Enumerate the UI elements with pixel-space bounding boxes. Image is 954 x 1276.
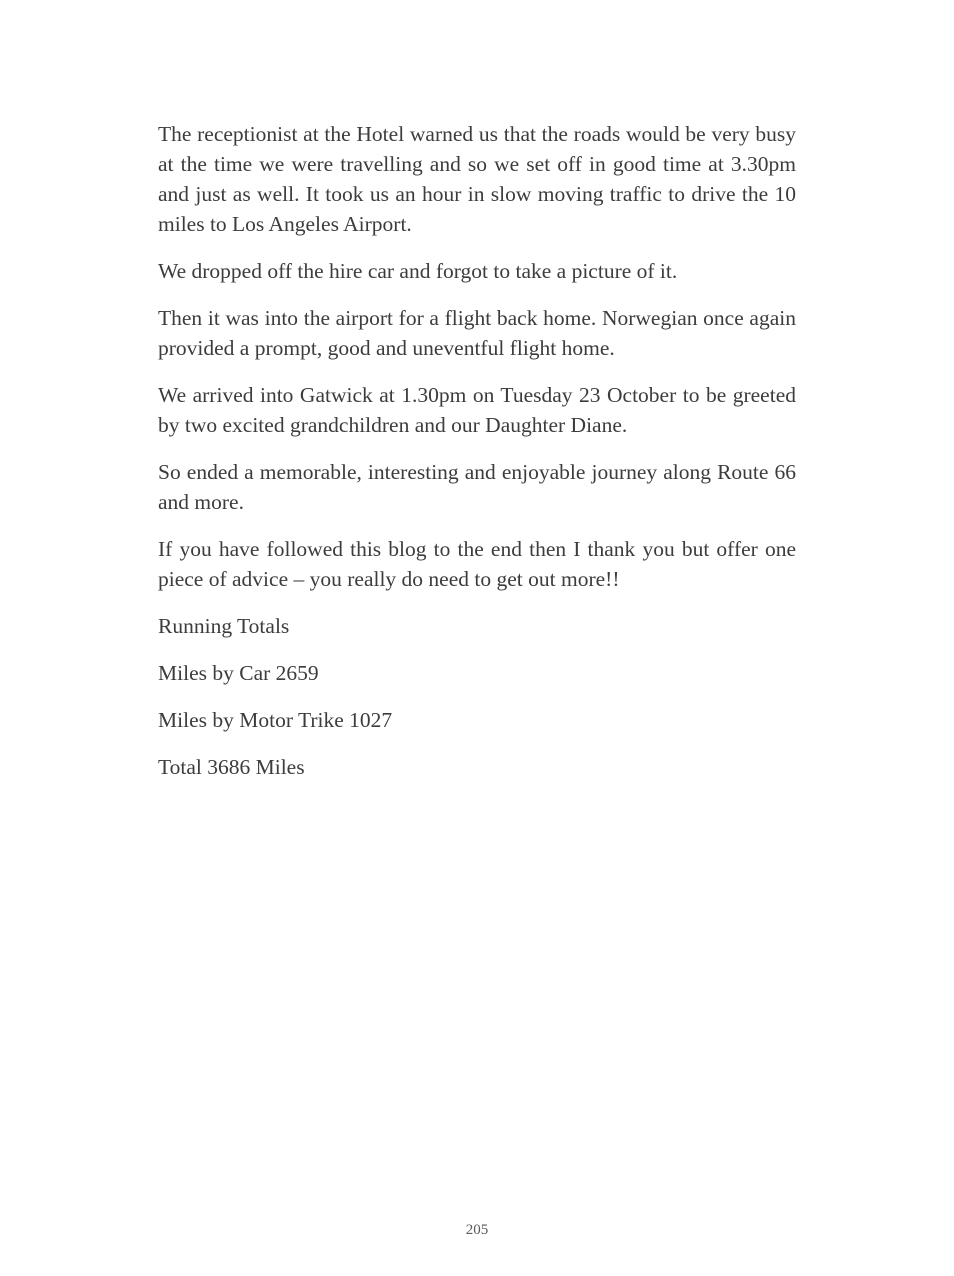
- paragraph-advice: If you have followed this blog to the end then I thank you but offer one piece of advice – you really do need to get out more!!: [158, 537, 796, 591]
- total-miles: Total 3686 Miles: [158, 755, 305, 779]
- paragraph-hire-car: We dropped off the hire car and forgot to take a picture of it.: [158, 259, 678, 283]
- page-number: 205: [465, 1222, 489, 1238]
- paragraph-airport-drive: The receptionist at the Hotel warned us that the roads would be very busy at the time we were travelling and so we set off in good time at 3.30pm and just as well. It took us an hour in slow moving traffic to drive the 10 miles to Los Angeles Airport.: [158, 122, 796, 236]
- miles-by-car: Miles by Car 2659: [158, 661, 319, 685]
- paragraph-arrival: We arrived into Gatwick at 1.30pm on Tuesday 23 October to be greeted by two excited grandchildren and our Daughter Diane.: [158, 383, 796, 437]
- page-body: [158, 119, 796, 799]
- miles-by-trike: Miles by Motor Trike 1027: [158, 708, 393, 732]
- running-totals-heading: Running Totals: [158, 614, 290, 638]
- paragraph-flight-home: Then it was into the airport for a flight back home. Norwegian once again provided a prompt, good and uneventful flight home.: [158, 306, 796, 360]
- paragraph-journey-end: So ended a memorable, interesting and enjoyable journey along Route 66 and more.: [158, 460, 796, 514]
